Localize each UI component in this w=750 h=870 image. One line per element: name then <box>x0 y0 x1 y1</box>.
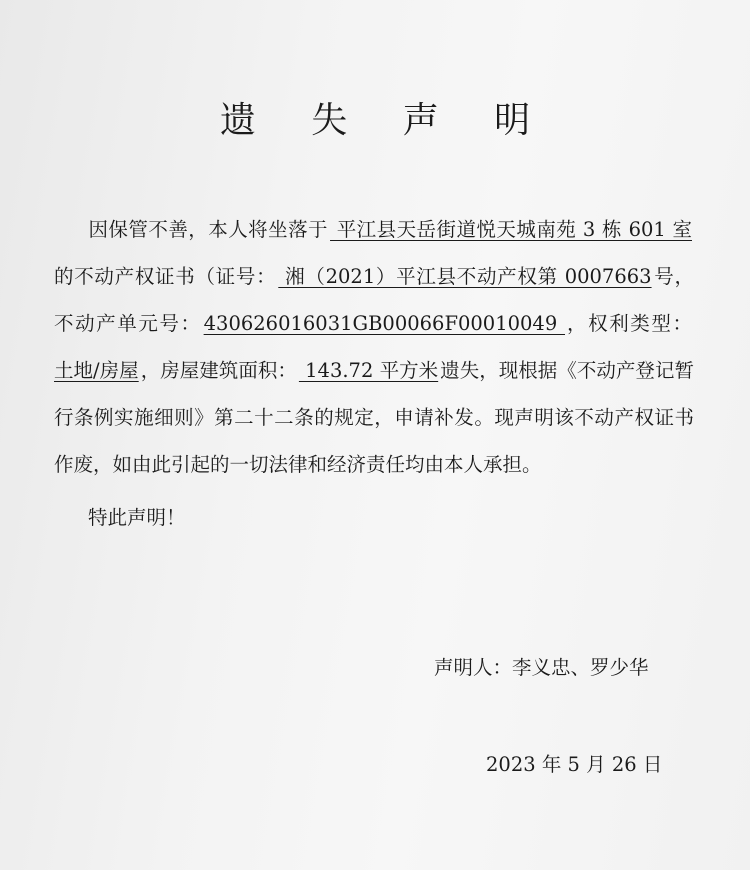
body-text-2: 的不动产权证书（证号： <box>54 265 277 288</box>
body-text-6: 遗失，现根据《不动产登记暂行条例实施细则》第二十二条的规定，申请补发。现声明该不动产权证书作废，如由此引起的一切法律和经济责任均由本人承担。 <box>54 359 694 476</box>
body-text-4: ，权利类型： <box>567 312 692 335</box>
declaration-body <box>54 206 694 488</box>
body-text-3: 号，不动产单元号： <box>54 265 694 335</box>
document-title: 遗 失 声 明 <box>219 100 553 141</box>
property-address: 平江县天岳街道悦天城南苑 3 栋 601 室 <box>330 218 692 241</box>
body-text-1: 因保管不善，本人将坐落于 <box>88 218 329 241</box>
declarant-signature: 声明人：李义忠、罗少华 <box>434 656 649 679</box>
certificate-number: 湘（2021）平江县不动产权第 0007663 <box>278 265 652 288</box>
unit-number: 430626016031GB00066F00010049 <box>203 312 566 335</box>
closing-statement: 特此声明！ <box>88 506 186 529</box>
building-area: 143.72 平方米 <box>298 359 439 382</box>
declaration-date: 2023 年 5 月 26 日 <box>486 753 663 776</box>
body-text-5: ，房屋建筑面积： <box>140 359 297 382</box>
right-type: 土地/房屋 <box>54 359 139 382</box>
